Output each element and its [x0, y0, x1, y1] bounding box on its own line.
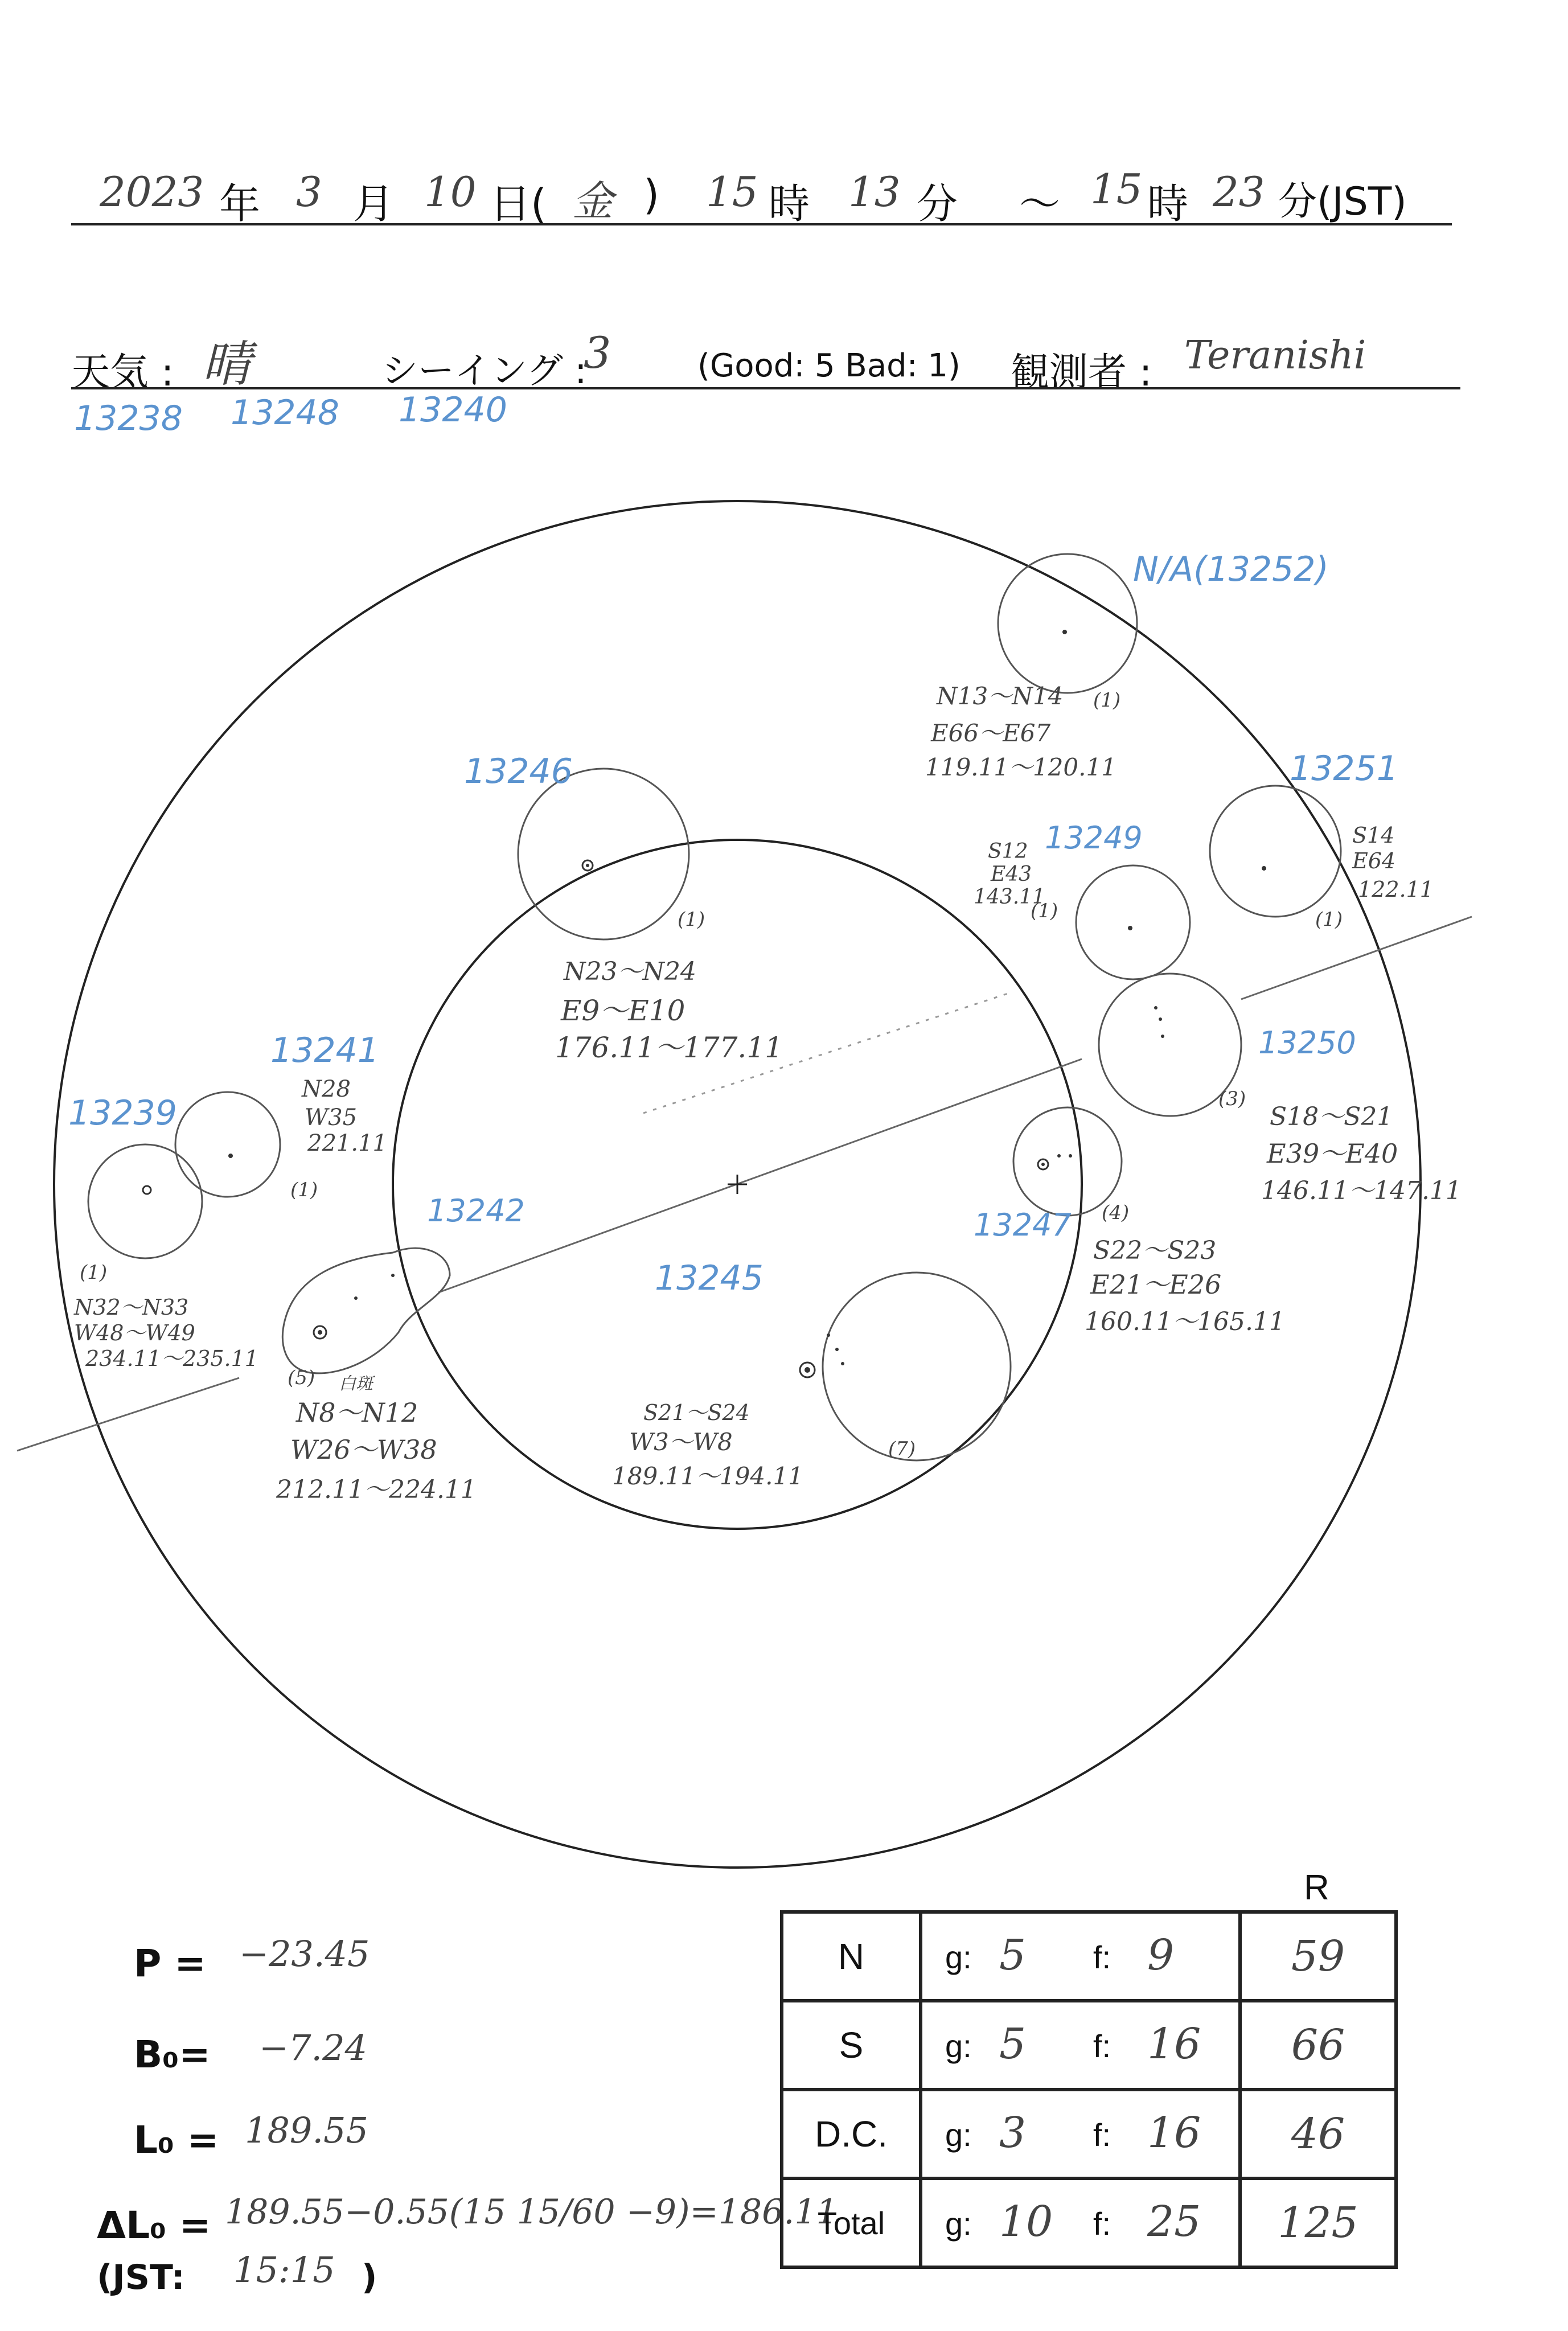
f-key: f: [1093, 2206, 1111, 2242]
axis-line-left [17, 1378, 239, 1451]
region-label-13252: N/A(13252) [1133, 549, 1329, 589]
spot-dot [1128, 926, 1132, 930]
group-count-13245: (7) [888, 1438, 916, 1460]
group-carr-13239: 234.11～235.11 [85, 1346, 258, 1371]
region-label-13245: 13245 [655, 1258, 764, 1298]
f-value: 9 [1147, 1931, 1175, 1980]
group-lon-13242: W26～W38 [290, 1434, 437, 1465]
group-count-13252: (1) [1093, 689, 1121, 712]
group-circle-13245 [823, 1273, 1011, 1460]
g-key: g: [945, 2206, 972, 2242]
region-label-13241: 13241 [270, 1031, 379, 1070]
group-circle-13246 [518, 769, 689, 939]
group-count-13249: (1) [1031, 900, 1058, 922]
spot-dot [1062, 630, 1067, 634]
g-key: g: [945, 2028, 972, 2064]
group-lat-13242: N8～N12 [296, 1397, 418, 1428]
group-circle-13249 [1076, 865, 1190, 979]
group-outline-13242 [282, 1248, 450, 1373]
end-hour-value: 15 [1090, 165, 1143, 213]
spot-dot [1262, 866, 1266, 871]
group-lat-13247: S22～S23 [1093, 1236, 1217, 1265]
group-lon-13250: E39～E40 [1267, 1138, 1398, 1169]
group-count-13251: (1) [1315, 908, 1343, 931]
axis-line-middle [438, 1059, 1082, 1292]
r-cell [1240, 2090, 1396, 2178]
gf-cell [921, 2178, 1240, 2267]
group-note-13242: 白斑 [339, 1374, 373, 1394]
observer-value: Teranishi [1184, 333, 1366, 378]
group-lon-13252: E66～E67 [931, 719, 1051, 747]
weather-value: 晴 [202, 336, 251, 393]
start-min-label: 分 [917, 180, 958, 228]
jst-label: (JST: [97, 2258, 185, 2297]
group-lon-13239: W48～W49 [74, 1320, 195, 1345]
group-count-13246: (1) [678, 908, 705, 931]
group-lat-13251: S14 [1352, 823, 1395, 848]
f-key: f: [1093, 1939, 1111, 1975]
seeing-value: 3 [584, 327, 611, 378]
r-cell [1240, 2001, 1396, 2090]
group-carr-13251: 122.11 [1358, 877, 1434, 902]
g-value: 5 [999, 2020, 1027, 2069]
p-value: −23.45 [239, 1933, 370, 1975]
start-hour-label: 時 [769, 180, 810, 228]
group-circle-13252 [998, 554, 1137, 693]
spot-dot [1161, 1035, 1164, 1038]
end-hour-label: 時 [1147, 180, 1189, 228]
day-label: 日( [490, 180, 547, 228]
group-circle-13251 [1210, 786, 1341, 917]
group-carr-13247: 160.11～165.11 [1085, 1307, 1285, 1336]
f-key: f: [1093, 2117, 1111, 2153]
dl0-value: 189.55−0.55(15 15/60 −9)=186.11 [225, 2192, 838, 2232]
group-lat-13250: S18～S21 [1270, 1102, 1393, 1131]
row-label: D.C. [782, 2090, 921, 2178]
spot-dot [228, 1154, 233, 1158]
start-hour-value: 15 [706, 168, 758, 216]
gf-cell [921, 2090, 1240, 2178]
r-value: 66 [1291, 2021, 1345, 2070]
counts-row-s [782, 2001, 1396, 2090]
group-count-13247: (4) [1102, 1201, 1130, 1224]
group-lon-13251: E64 [1352, 848, 1396, 873]
spot-dot [1159, 1017, 1162, 1021]
group-carr-13246: 176.11～177.11 [555, 1031, 783, 1064]
group-count-13250: (3) [1218, 1087, 1246, 1110]
observer-label: 観測者 : [1011, 350, 1152, 395]
group-circle-13241 [175, 1092, 280, 1197]
r-value: 59 [1291, 1932, 1345, 1981]
l0-value: 189.55 [245, 2110, 368, 2151]
gf-cell [921, 2001, 1240, 2090]
gf-cell [921, 1912, 1240, 2001]
r-cell [1240, 2178, 1396, 2267]
group-carr-13241: 221.11 [307, 1130, 387, 1156]
spot-dot [827, 1333, 830, 1337]
b0-value: −7.24 [259, 2027, 367, 2069]
unlisted-region-2: 13248 [231, 393, 339, 433]
r-value: 46 [1291, 2110, 1345, 2158]
counts-row-dc [782, 2090, 1396, 2178]
year-label: 年 [219, 180, 261, 228]
range-separator: ～ [1019, 180, 1061, 228]
group-lon-13246: E9～E10 [561, 994, 686, 1027]
spot-dot [841, 1362, 844, 1365]
group-lon-13247: E21～E26 [1090, 1269, 1222, 1300]
g-value: 3 [999, 2108, 1027, 2157]
f-key: f: [1093, 2028, 1111, 2064]
l0-label: L₀ = [134, 2118, 219, 2162]
group-lon-13245: W3～W8 [629, 1428, 733, 1456]
g-value: 5 [999, 1931, 1027, 1980]
row-label: N [782, 1912, 921, 2001]
seeing-label: シーイング : [381, 350, 587, 392]
r-header: R [1304, 1868, 1329, 1907]
spot-dot [835, 1348, 839, 1351]
region-label-13251: 13251 [1290, 749, 1398, 789]
region-label-13239: 13239 [68, 1093, 177, 1133]
group-lat-13246: N23～N24 [564, 957, 696, 986]
weekday-value: 金 [572, 177, 614, 225]
spot-dot [391, 1274, 395, 1277]
seeing-scale: (Good: 5 Bad: 1) [697, 347, 960, 384]
group-circle-13247 [1013, 1107, 1122, 1216]
spot-dot [143, 1186, 151, 1194]
axis-line-right [1241, 917, 1472, 999]
counts-table [780, 1910, 1398, 2269]
f-value: 16 [1147, 2108, 1201, 2157]
group-lon-13249: E43 [991, 863, 1032, 886]
group-count-13239: (1) [80, 1261, 108, 1284]
group-lat-13241: N28 [302, 1076, 351, 1102]
row-label: Total [782, 2178, 921, 2267]
group-carr-13250: 146.11～147.11 [1261, 1176, 1462, 1205]
weather-label: 天気 : [71, 350, 174, 395]
g-key: g: [945, 1939, 972, 1975]
group-lat-13252: N13～N14 [937, 682, 1064, 710]
f-value: 16 [1147, 2020, 1201, 2069]
spot-dot [318, 1330, 322, 1335]
p-label: P = [134, 1942, 206, 1985]
g-key: g: [945, 2117, 972, 2153]
spot-dot [1069, 1154, 1072, 1158]
group-carr-13242: 212.11～224.11 [276, 1475, 477, 1504]
unlisted-region-1: 13238 [74, 399, 183, 438]
group-carr-13252: 119.11～120.11 [925, 753, 1117, 781]
region-label-13249: 13249 [1045, 820, 1143, 856]
region-label-13246: 13246 [464, 752, 573, 791]
spot-dot [1041, 1163, 1045, 1166]
region-label-13242: 13242 [427, 1193, 525, 1229]
region-label-13247: 13247 [974, 1207, 1072, 1243]
group-carr-13249: 143.11 [974, 885, 1045, 909]
counts-row-total [782, 2178, 1396, 2267]
jst-value: 15:15 [233, 2249, 335, 2291]
month-label: 月 [353, 180, 395, 228]
region-label-13250: 13250 [1258, 1025, 1356, 1061]
day-value: 10 [424, 168, 477, 216]
end-min-value: 23 [1213, 168, 1265, 216]
spot-dot [586, 864, 589, 867]
r-cell [1240, 1912, 1396, 2001]
spot-dot [1154, 1006, 1157, 1009]
jst-close: ) [362, 2258, 377, 2297]
year-value: 2023 [100, 168, 204, 216]
group-carr-13245: 189.11～194.11 [612, 1462, 803, 1490]
group-lat-13249: S12 [988, 840, 1028, 863]
b0-label: B₀= [134, 2033, 211, 2076]
dl0-label: ΔL₀ = [97, 2203, 211, 2247]
group-lat-13245: S21～S24 [643, 1400, 750, 1425]
group-lon-13241: W35 [305, 1105, 358, 1131]
group-count-13241: (1) [290, 1179, 318, 1201]
weekday-close: ) [643, 171, 660, 219]
group-circle-13239 [88, 1144, 202, 1258]
spot-dot [804, 1367, 810, 1373]
start-min-value: 13 [848, 168, 901, 216]
group-count-13242: (5) [288, 1366, 315, 1389]
f-value: 25 [1147, 2197, 1201, 2246]
end-min-label: 分(JST) [1278, 179, 1407, 224]
group-lat-13239: N32～N33 [74, 1295, 189, 1320]
month-value: 3 [296, 168, 322, 216]
spot-dot [1057, 1154, 1061, 1158]
row-label: S [782, 2001, 921, 2090]
unlisted-region-3: 13240 [399, 390, 507, 430]
r-value: 125 [1278, 2198, 1358, 2247]
counts-row-n [782, 1912, 1396, 2001]
spot-dot [354, 1296, 358, 1300]
g-value: 10 [999, 2197, 1053, 2246]
